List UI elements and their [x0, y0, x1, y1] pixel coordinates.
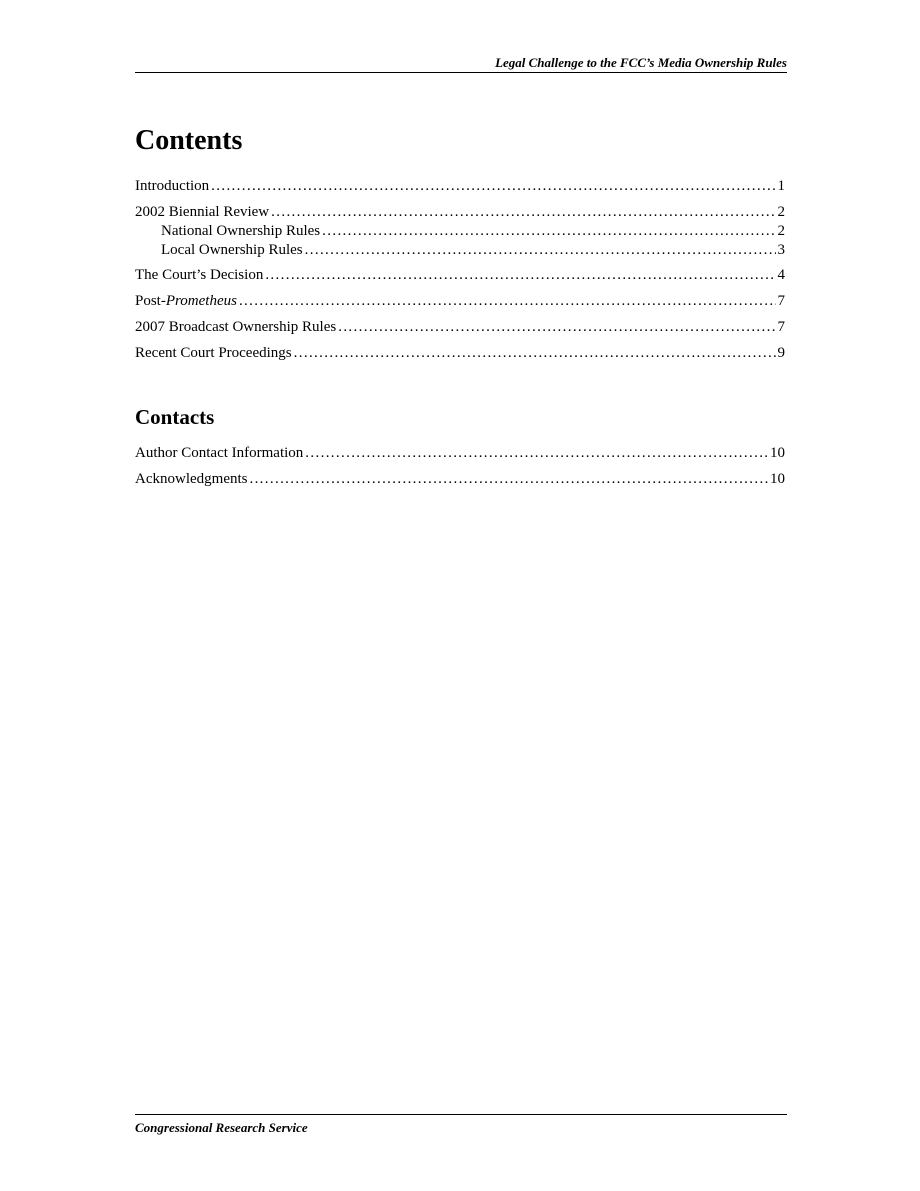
toc-entry-label — [135, 292, 239, 310]
toc-entry-page: 4 — [777, 267, 785, 283]
toc-entry-label: The Court’s Decision — [135, 267, 264, 283]
dot-leader — [265, 266, 775, 284]
contents-heading: Contents — [135, 125, 243, 156]
toc-entry-page: 7 — [777, 293, 785, 309]
toc-entry-page: 3 — [777, 242, 785, 258]
dot-leader — [305, 444, 768, 462]
toc-entry-national-ownership-rules[interactable] — [135, 222, 785, 240]
toc-entry-author-contact-information[interactable] — [135, 444, 785, 462]
dot-leader — [211, 177, 775, 195]
running-header: Legal Challenge to the FCC’s Media Ownership Rules — [495, 55, 787, 70]
toc-entry-courts-decision[interactable] — [135, 266, 785, 284]
toc-entry-page: 9 — [777, 345, 785, 361]
toc-entry-page: 7 — [777, 319, 785, 335]
toc-entry-label: 2007 Broadcast Ownership Rules — [135, 319, 337, 335]
header-rule — [135, 72, 787, 73]
dot-leader — [305, 241, 776, 259]
toc-entry-page: 2 — [777, 204, 785, 220]
running-footer: Congressional Research Service — [135, 1120, 308, 1135]
toc-entry-label-italic: Prometheus — [165, 293, 237, 309]
dot-leader — [249, 470, 768, 488]
toc-entry-label: Recent Court Proceedings — [135, 345, 292, 361]
contacts-heading: Contacts — [135, 405, 215, 429]
toc-entry-page: 10 — [770, 445, 785, 461]
toc-entry-page: 1 — [777, 178, 785, 194]
toc-entry-introduction[interactable] — [135, 177, 785, 195]
contacts-list — [135, 444, 785, 496]
dot-leader — [271, 203, 775, 221]
toc-entry-local-ownership-rules[interactable] — [135, 241, 785, 259]
dot-leader — [338, 318, 775, 336]
toc-entry-label: 2002 Biennial Review — [135, 204, 270, 220]
toc-entry-label: Acknowledgments — [135, 471, 248, 487]
toc-entry-recent-court-proceedings[interactable] — [135, 344, 785, 362]
toc-entry-label: Local Ownership Rules — [161, 242, 303, 258]
toc-entry-page: 2 — [777, 223, 785, 239]
toc-entry-acknowledgments[interactable] — [135, 470, 785, 488]
toc-entry-label-prefix: Post- — [135, 293, 166, 309]
toc-entry-label: Author Contact Information — [135, 445, 304, 461]
dot-leader — [322, 222, 775, 240]
toc-entry-post-prometheus[interactable] — [135, 292, 785, 310]
contents-list — [135, 177, 785, 370]
dot-leader — [294, 344, 776, 362]
toc-entry-2002-biennial-review[interactable] — [135, 203, 785, 221]
dot-leader — [239, 292, 776, 310]
toc-entry-2007-broadcast-ownership-rules[interactable] — [135, 318, 785, 336]
toc-entry-page: 10 — [770, 471, 785, 487]
toc-entry-label: Introduction — [135, 178, 210, 194]
footer-rule — [135, 1114, 787, 1115]
toc-entry-label: National Ownership Rules — [161, 223, 321, 239]
